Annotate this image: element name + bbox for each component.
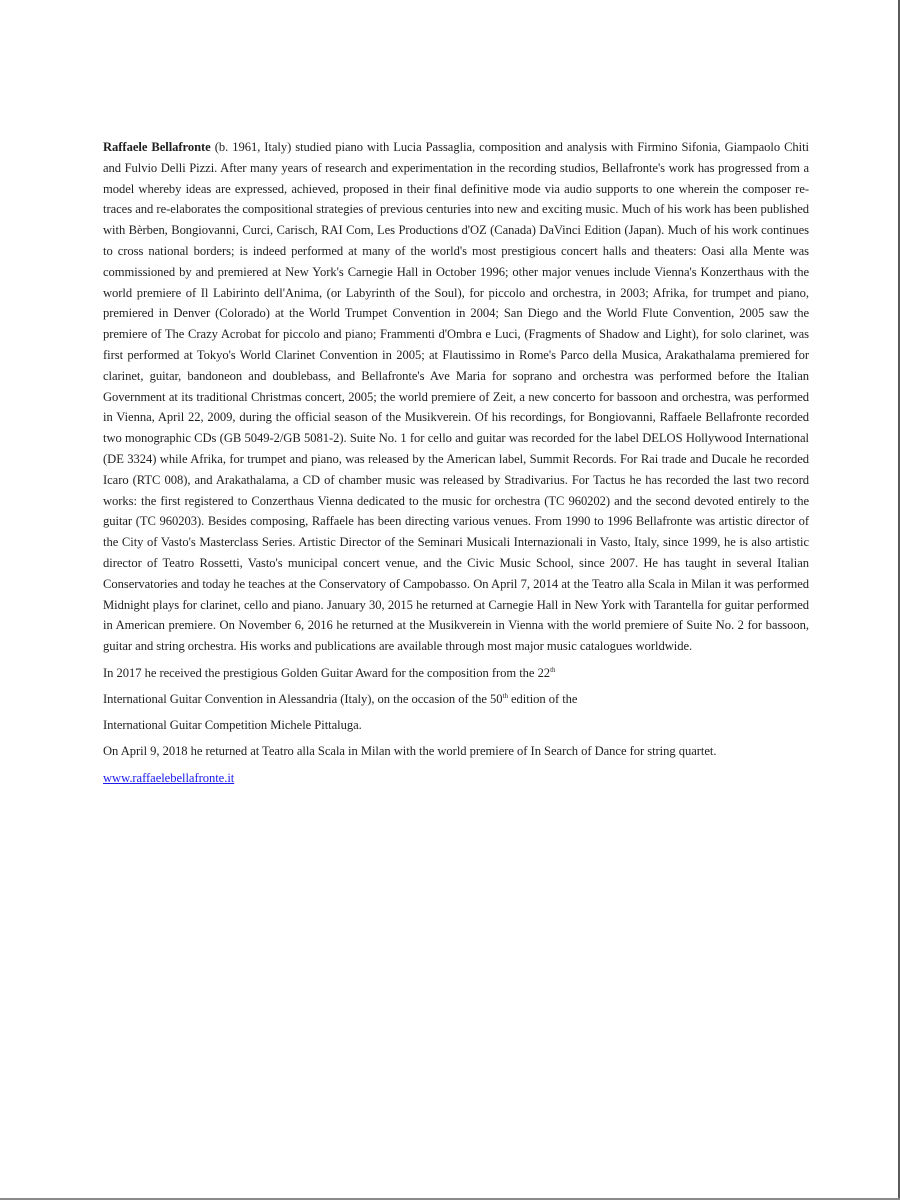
- website-link[interactable]: www.raffaelebellafronte.it: [103, 771, 235, 786]
- bio-intro-text: (b. 1961, Italy) studied piano with Lucia Passaglia, composition and analysis with Firmino Sifonia, Giampaolo Chiti and Fulvio Delli Pizzi. After many years of research and experimentation in the recording studios, Bellafronte's work has progressed from a model whereby ideas are expressed, achieved, proposed in their final definitive mode via audio supports to one wherein the composer re-traces and re-elaborates the compositional strategies of previous centuries into new and exciting music. Much of his work has been published with Bèrben, Bongiovanni, Curci, Carisch, RAI Com, Les Productions d'OZ (Canada) DaVinci Edition (Japan). Much of his work continues to cross national borders; is indeed performed at many of the world's most prestigious concert halls and theaters: Oasi alla Mente was commissioned by and premiered at New York's Carnegie Hall in October 1996; other major venues include Vienna's Konzerthaus with the world premiere of Il Labirinto dell'Anima, (or Labyrinth of the Soul), for piccolo and orchestra, in 2003; Afrika, for trumpet and piano, premiered in Denver (Colorado) at the World Trumpet Convention in 2004; San Diego and the World Flute Convention, 2005 saw the premiere of The Crazy Acrobat for piccolo and piano; Frammenti d'Ombra e Luci, (Fragments of Shadow and Light), for solo clarinet, was first performed at Tokyo's World Clarinet Convention in 2005; at Flautissimo in Rome's Parco della Musica, Arakathalama premiered for clarinet, guitar, bandoneon and doublebass, and Bellafronte's Ave Maria for soprano and orchestra was performed before the Italian Government at its traditional Christmas concert, 2005; the world premiere of Zeit, a new concerto for bassoon and orchestra, was performed in Vienna, April 22, 2009, during the official season of the Musikverein. Of his recordings, for Bongiovanni, Raffaele Bellafronte recorded two monographic CDs (GB 5049-2/GB 5081-2). Suite No. 1 for cello and guitar was recorded for the label DELOS Hollywood International (DE 3324) while Afrika, for trumpet and piano, was released by the American label, Summit Records. For Rai trade and Ducale he recorded Icaro (RTC 008), and Arakathalama, a CD of chamber music was released by Stradivarius. For Tactus he has recorded the last two record works: the first registered to Conzerthaus Vienna dedicated to the music for orchestra (TC 960202) and the second devoted entirely to the guitar (TC 960203). Besides composing, Raffaele has been directing various venues. From 1990 to 1996 Bellafronte was artistic director of the City of Vasto's Masterclass Series. Artistic Director of the Seminari Musicali Internazionali in Vasto, Italy, since 1999, he is also artistic director of Teatro Rossetti, Vasto's municipal concert venue, and the Civic Music School, since 2007. He has taught in several Italian Conservatories and today he teaches at the Conservatory of Campobasso. On April 7, 2014 at the Teatro alla Scala in Milan it was performed Midnight plays for clarinet, cello and piano. January 30, 2015 he returned at Carnegie Hall in New York with Tarantella for guitar performed in American premiere. On November 6, 2016 he returned at the Musikverein in Vienna with the world premiere of Suite No. 2 for bassoon, guitar and string orchestra. His works and publications are available through most major music catalogues worldwide.: [103, 140, 810, 654]
- biography-text: [103, 137, 809, 795]
- award-line-2-text: International Guitar Convention in Alessandria (Italy), on the occasion of the 50: [103, 691, 503, 706]
- award-line-2-superscript: th: [502, 691, 508, 700]
- award-line-1-text: In 2017 he received the prestigious Golden Guitar Award for the composition from the 22: [103, 665, 551, 680]
- award-line-3: International Guitar Competition Michele Pittaluga.: [103, 717, 362, 732]
- website-paragraph: [103, 768, 809, 789]
- award-line-2: [103, 689, 809, 710]
- award-paragraph: [103, 663, 809, 735]
- award-line-1: [103, 663, 809, 684]
- composer-name: Raffaele Bellafronte: [103, 140, 211, 154]
- award-line-1-superscript: th: [550, 665, 556, 674]
- bio-main-paragraph: [103, 137, 809, 657]
- award-line-2-tail: edition of the: [507, 691, 578, 706]
- scala-2018-paragraph: On April 9, 2018 he returned at Teatro alla Scala in Milan with the world premiere of In Search of Dance for string quartet.: [103, 744, 717, 759]
